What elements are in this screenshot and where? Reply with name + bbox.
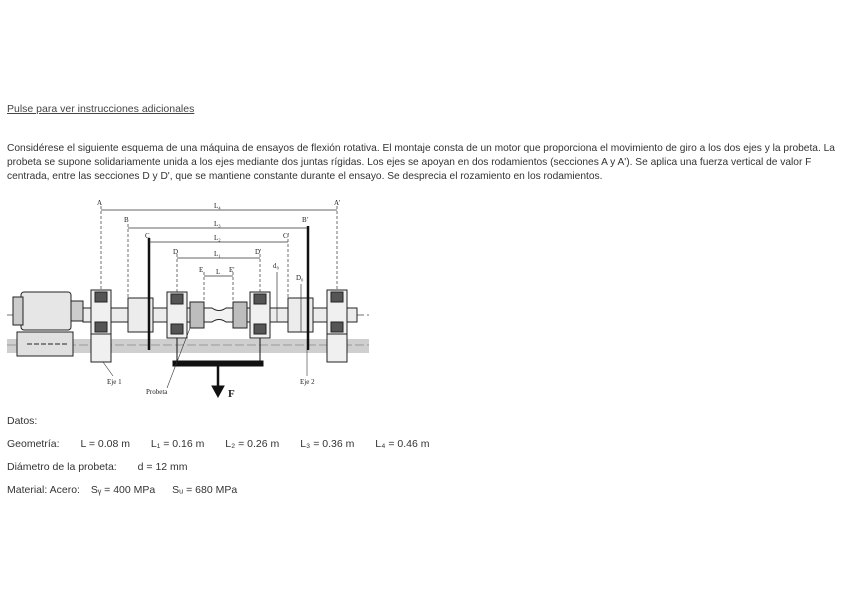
label-eje2: Eje 2 bbox=[300, 378, 315, 386]
datos-title: Datos: bbox=[7, 415, 38, 427]
geometry-label: Geometría: bbox=[7, 438, 60, 450]
material-label: Material: Acero: bbox=[7, 484, 80, 496]
label-l: L bbox=[216, 268, 221, 276]
yield-strength: Sᵧ = 400 MPa bbox=[90, 484, 156, 496]
rotary-bending-machine-diagram bbox=[7, 198, 369, 404]
label-probeta: Probeta bbox=[146, 388, 168, 396]
label-c: C bbox=[145, 232, 150, 240]
label-eje1: Eje 1 bbox=[107, 378, 122, 386]
label-b-prime: B' bbox=[302, 216, 308, 224]
label-l4: L₄ bbox=[214, 202, 221, 210]
label-l3: L₃ bbox=[214, 220, 221, 228]
material-row bbox=[7, 484, 237, 496]
geom-l1: L₁ = 0.16 m bbox=[150, 438, 205, 450]
load-bearing-d-prime bbox=[250, 292, 270, 338]
label-l2: L₂ bbox=[214, 234, 221, 242]
label-a-prime: A' bbox=[334, 199, 341, 207]
label-force: F bbox=[228, 388, 235, 400]
diameter-value: d = 12 mm bbox=[137, 461, 188, 473]
label-e: E bbox=[199, 266, 204, 274]
label-c-prime: C' bbox=[283, 232, 289, 240]
bearing-a bbox=[91, 290, 111, 362]
motor bbox=[13, 292, 83, 356]
diameter-label: Diámetro de la probeta: bbox=[7, 461, 117, 473]
diameter-row bbox=[7, 461, 188, 473]
label-d: D bbox=[173, 248, 179, 256]
ultimate-strength: Sᵤ = 680 MPa bbox=[172, 484, 238, 496]
instructions-link[interactable]: Pulse para ver instrucciones adicionales bbox=[7, 103, 195, 115]
label-D0: D₀ bbox=[296, 274, 304, 282]
label-a: A bbox=[97, 199, 103, 207]
label-d0: d₀ bbox=[273, 262, 279, 270]
label-l1: L₁ bbox=[214, 250, 221, 258]
specimen bbox=[190, 302, 247, 328]
bearing-a-prime bbox=[327, 290, 347, 362]
problem-statement: Considérese el siguiente esquema de una máquina de ensayos de flexión rotativa. El montaje consta de un motor que proporciona el movimiento de giro a los dos ejes y la probeta. La probeta se supone solidariamente unida a los ejes mediante dos juntas rígidas. Los ejes se apoyan en dos rodamientos (secciones A y A'). Se aplica una fuerza vertical de valor F centrada, entre las secciones D y D', que se mantiene constante durante el ensayo. Se desprecia el rozamiento en los rodamientos. bbox=[7, 143, 835, 182]
label-e-prime: E' bbox=[229, 266, 235, 274]
load-bearing-d bbox=[167, 292, 187, 338]
geom-l: L = 0.08 m bbox=[80, 438, 130, 450]
geometry-row bbox=[7, 438, 448, 450]
label-b: B bbox=[124, 216, 129, 224]
geom-l4: L₄ = 0.46 m bbox=[375, 438, 430, 450]
geom-l2: L₂ = 0.26 m bbox=[225, 438, 280, 450]
label-d-prime: D' bbox=[255, 248, 262, 256]
geom-l3: L₃ = 0.36 m bbox=[300, 438, 355, 450]
